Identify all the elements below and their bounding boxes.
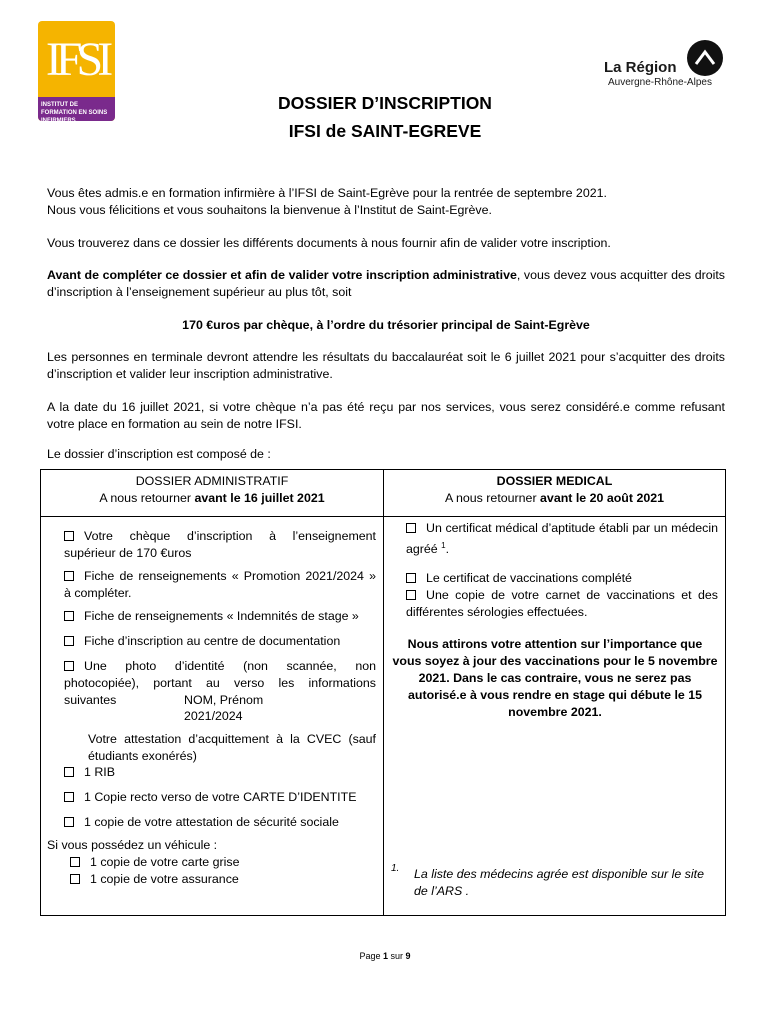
fee-amount: 170 €uros par chèque, à l’ordre du trésorier principal de Saint-Egrève	[182, 318, 590, 332]
medical-item-certificat: Un certificat médical d’aptitude établi par un médecin agréé $^1$.	[406, 521, 718, 557]
checkbox-icon[interactable]	[64, 636, 74, 646]
ifsi-logo-caption: INSTITUT DE FORMATION EN SOINS INFIRMIERS	[38, 97, 115, 121]
checkbox-icon[interactable]	[406, 590, 416, 600]
vaccination-warning: Nous attirons votre attention sur l’importance que vous soyez à jour des vaccinations pour le 5 novembre 2021. Dans le cas contraire, vous ne serez pas autorisé.e à vous rendre en stage qui débute le 15 novembre 2021.	[392, 637, 718, 719]
intro-bold-phrase: Avant de compléter ce dossier et afin de valider votre inscription administrative	[47, 268, 517, 282]
medical-header	[384, 473, 725, 507]
vehicle-intro: Si vous possédez un véhicule :	[47, 838, 218, 852]
checkbox-icon[interactable]	[64, 817, 74, 827]
intro-paragraph-6: A la date du 16 juillet 2021, si votre chèque n’a pas été reçu par nos services, vous serez considéré.e comme refusant votre place en formation au sein de notre IFSI.	[47, 400, 725, 431]
intro-paragraph-7: Le dossier d’inscription est composé de :	[47, 447, 271, 461]
intro-line-welcome: Nous vous félicitions et vous souhaitons la bienvenue à l’Institut de Saint-Egrève.	[47, 203, 492, 217]
checkbox-icon[interactable]	[64, 767, 74, 777]
photo-field-name: NOM, Prénom	[184, 693, 264, 707]
region-title: La Région	[604, 59, 677, 76]
checkbox-icon[interactable]	[70, 874, 80, 884]
ifsi-logo-letters: IFSI	[45, 33, 108, 86]
intro-p3-rest: , vous devez vous acquitter des droits d’inscription à l’enseignement supérieur au plus tôt, soit	[47, 268, 725, 299]
admin-item-cheque: Votre chèque d’inscription à l’enseignement supérieur de 170 €uros	[64, 529, 376, 560]
medical-header-deadline: A nous retourner avant le 20 août 2021	[444, 491, 665, 505]
document-title: DOSSIER D’INSCRIPTION	[278, 93, 492, 113]
checkbox-icon[interactable]	[64, 661, 74, 671]
medical-item-vaccinations: Le certificat de vaccinations complété	[406, 570, 718, 587]
admin-header-deadline: A nous retourner avant le 16 juillet 2021	[99, 491, 325, 505]
checkbox-icon[interactable]	[70, 857, 80, 867]
footnote-number: 1.	[391, 863, 400, 874]
admin-item-carte-identite: 1 Copie recto verso de votre CARTE D’IDENTITE	[64, 789, 376, 806]
intro-paragraph-5: Les personnes en terminale devront attendre les résultats du baccalauréat soit le 6 juillet 2021 pour s’acquitter des droits d’inscription et valider leur inscription administrative.	[47, 350, 725, 381]
medical-item-carnet: Une copie de votre carnet de vaccinations et des différentes sérologies effectuées.	[406, 588, 718, 619]
checkbox-icon[interactable]	[64, 531, 74, 541]
region-subtitle: Auvergne-Rhône-Alpes	[608, 77, 712, 88]
photo-field-promo: 2021/2024	[184, 709, 243, 723]
admin-item-cvec: Votre attestation d’acquittement à la CVEC (sauf étudiants exonérés)	[88, 732, 376, 763]
intro-line-admitted: Vous êtes admis.e en formation infirmière à l’IFSI de Saint-Egrève pour la rentrée de septembre 2021.	[47, 186, 607, 200]
admin-item-fiche-promotion: Fiche de renseignements « Promotion 2021/2024 » à compléter.	[64, 569, 376, 600]
document-subtitle: IFSI de SAINT-EGREVE	[288, 121, 482, 141]
checkbox-icon[interactable]	[406, 523, 416, 533]
admin-item-fiche-documentation: Fiche d’inscription au centre de documentation	[64, 633, 376, 650]
vehicle-item-assurance: 1 copie de votre assurance	[70, 871, 239, 888]
intro-paragraph-2: Vous trouverez dans ce dossier les différents documents à nous fournir afin de valider votre inscription.	[47, 236, 611, 250]
footnote-text: La liste des médecins agrée est disponible sur le site de l’ARS .	[414, 867, 704, 898]
medical-header-title: DOSSIER MEDICAL	[496, 474, 613, 488]
checkbox-icon[interactable]	[64, 611, 74, 621]
admin-item-rib: 1 RIB	[64, 764, 376, 781]
admin-item-securite-sociale: 1 copie de votre attestation de sécurité sociale	[64, 814, 376, 831]
page-number: Page 1 sur 9	[359, 951, 411, 961]
admin-header-title: DOSSIER ADMINISTRATIF	[135, 474, 289, 488]
admin-item-photo: Une photo d’identité (non scannée, non photocopiée), portant au verso les informations suivantes	[64, 659, 376, 707]
admin-header	[41, 473, 383, 507]
footnote-ref: 1	[441, 541, 446, 550]
checkbox-icon[interactable]	[64, 792, 74, 802]
admin-item-fiche-stage: Fiche de renseignements « Indemnités de stage »	[64, 608, 376, 625]
checkbox-icon[interactable]	[64, 571, 74, 581]
vehicle-item-carte-grise: 1 copie de votre carte grise	[70, 854, 239, 871]
checkbox-icon[interactable]	[406, 573, 416, 583]
